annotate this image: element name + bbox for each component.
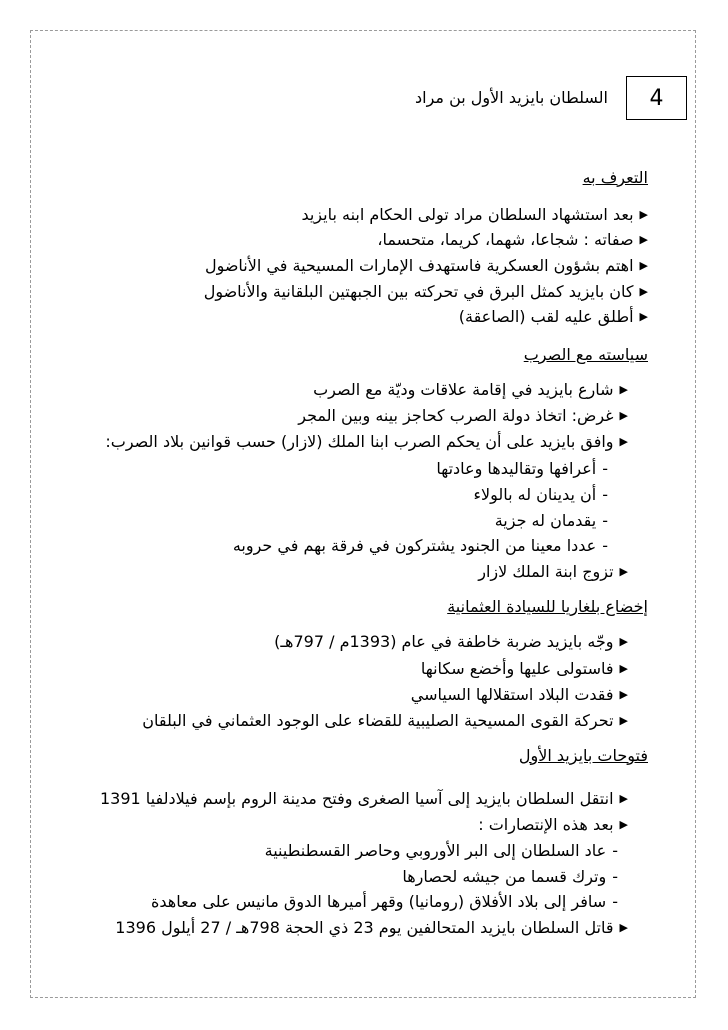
section-heading-bulgaria: إخضاع بلغاريا للسيادة العثمانية: [447, 597, 648, 616]
list-item: ▶ انتقل السلطان بايزيد إلى آسيا الصغرى وفتح مدينة الروم بإسم فيلادلفيا 1391: [100, 789, 628, 808]
page-title: السلطان بايزيد الأول بن مراد: [415, 88, 608, 107]
list-item: ▶ صفاته : شجاعا، شهما، كريما، متحسما،: [377, 230, 648, 249]
arrow-right-icon: ▶: [619, 688, 628, 701]
list-item: ▶ وجّه بايزيد ضربة خاطفة في عام (1393م / 797هـ): [274, 632, 628, 651]
list-item: ▶ فاستولى عليها وأخضع سكانها: [420, 659, 628, 678]
list-item: ▶ كان بايزيد كمثل البرق في تحركته بين الجبهتين البلقانية والأناضول: [203, 282, 648, 301]
list-item: ▶ شارع بايزيد في إقامة علاقات وديّة مع الصرب: [313, 380, 628, 399]
list-item: ▶ غرض: اتخاذ دولة الصرب كحاجز بينه وبين المجر: [298, 406, 628, 425]
arrow-right-icon: ▶: [619, 565, 628, 578]
sub-list-item: - يقدمان له جزية: [494, 511, 608, 530]
lesson-number: 4: [649, 85, 664, 111]
list-item: ▶ قاتل السلطان بايزيد المتحالفين يوم 23 ذي الحجة 798هـ / 27 أيلول 1396: [115, 918, 628, 937]
section-heading-conquests: فتوحات بايزيد الأول: [518, 746, 648, 765]
list-item: ▶ اهتم بشؤون العسكرية فاستهدف الإمارات المسيحية في الأناضول: [204, 256, 648, 275]
arrow-right-icon: ▶: [619, 818, 628, 831]
arrow-right-icon: ▶: [619, 921, 628, 934]
sub-list-item: - أن يدينان له بالولاء: [473, 485, 608, 504]
list-item: ▶ بعد هذه الإنتصارات :: [478, 815, 628, 834]
arrow-right-icon: ▶: [639, 233, 648, 246]
list-item: ▶ أطلق عليه لقب (الصاعقة): [458, 307, 648, 326]
list-item: ▶ بعد استشهاد السلطان مراد تولى الحكام ابنه بايزيد: [301, 205, 648, 224]
sub-list-item: - أعرافها وتقاليدها وعادتها: [436, 459, 608, 478]
sub-list-item: - سافر إلى بلاد الأفلاق (رومانيا) وقهر أميرها الدوق مانيس على معاهدة: [150, 892, 618, 911]
sub-list-item: - عددا معينا من الجنود يشتركون في فرقة بهم في حروبه: [232, 536, 608, 555]
section-heading-introduction: التعرف به: [582, 168, 648, 187]
arrow-right-icon: ▶: [619, 435, 628, 448]
list-item: ▶ تحركة القوى المسيحية الصليبية للقضاء على الوجود العثماني في البلقان: [142, 711, 628, 730]
arrow-right-icon: ▶: [639, 259, 648, 272]
arrow-right-icon: ▶: [619, 383, 628, 396]
list-item: ▶ وافق بايزيد على أن يحكم الصرب ابنا الملك (لازار) حسب قوانين بلاد الصرب:: [105, 432, 628, 451]
lesson-number-box: [626, 76, 687, 120]
arrow-right-icon: ▶: [619, 409, 628, 422]
arrow-right-icon: ▶: [619, 635, 628, 648]
section-heading-serbia-policy: سياسته مع الصرب: [523, 345, 648, 364]
list-item: ▶ تزوج ابنة الملك لازار: [478, 562, 628, 581]
arrow-right-icon: ▶: [639, 285, 648, 298]
arrow-right-icon: ▶: [619, 714, 628, 727]
sub-list-item: - عاد السلطان إلى البر الأوروبي وحاصر القسطنطينية: [264, 841, 618, 860]
list-item: ▶ فقدت البلاد استقلالها السياسي: [410, 685, 628, 704]
arrow-right-icon: ▶: [619, 792, 628, 805]
sub-list-item: - وترك قسما من جيشه لحصارها: [402, 867, 618, 886]
arrow-right-icon: ▶: [619, 662, 628, 675]
arrow-right-icon: ▶: [639, 208, 648, 221]
arrow-right-icon: ▶: [639, 310, 648, 323]
